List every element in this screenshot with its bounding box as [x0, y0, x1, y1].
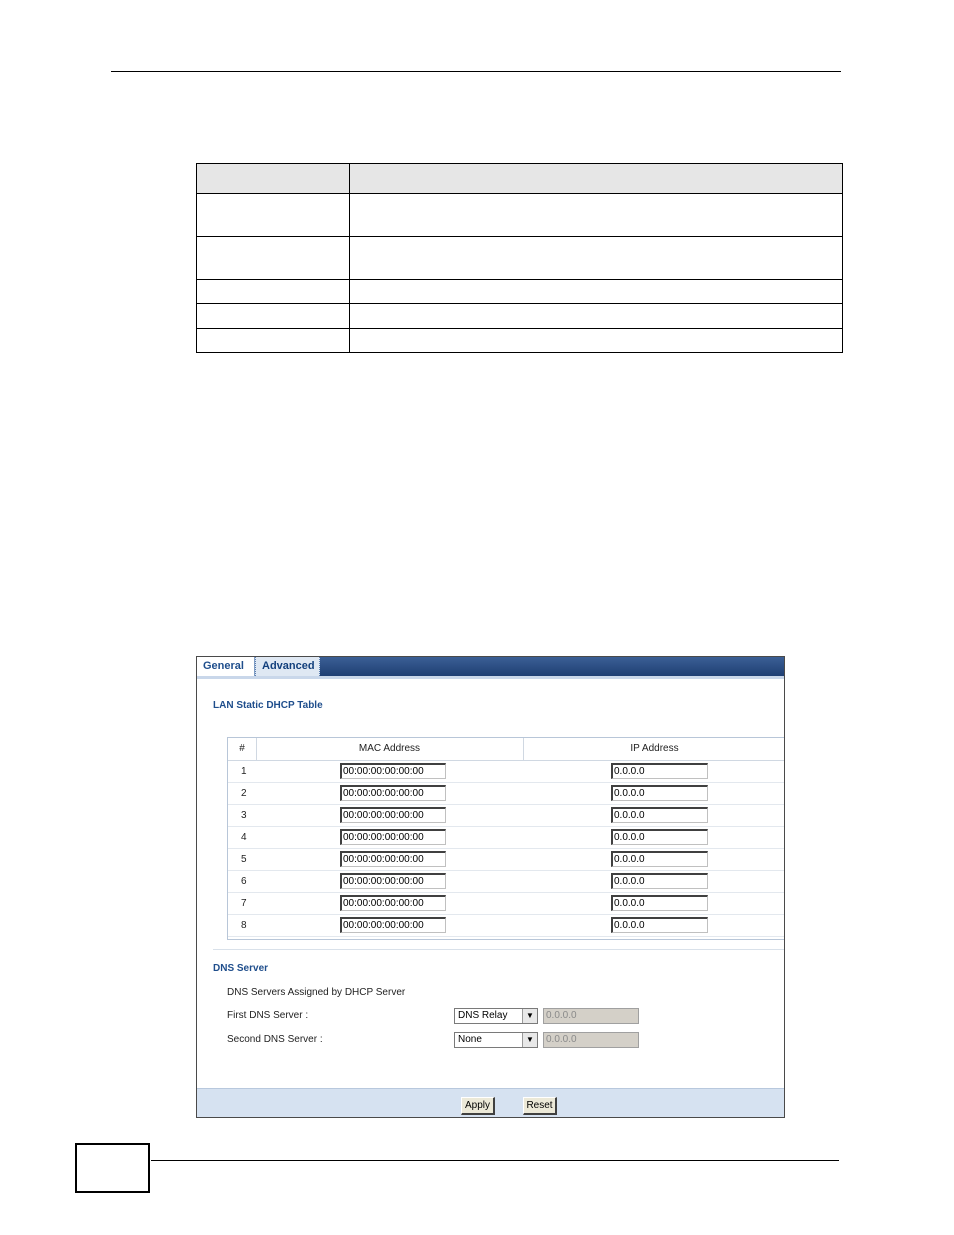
table-row [228, 805, 785, 827]
second-dns-select-value: None [458, 1034, 482, 1045]
second-dns-ip-input[interactable]: 0.0.0.0 [543, 1032, 639, 1048]
document-table [196, 163, 843, 353]
row-number: 5 [241, 854, 247, 865]
mac-address-input[interactable]: 00:00:00:00:00:00 [340, 873, 446, 889]
mac-address-input[interactable]: 00:00:00:00:00:00 [340, 917, 446, 933]
row-number: 2 [241, 788, 247, 799]
document-table-row [197, 328, 843, 352]
ip-address-input[interactable]: 0.0.0.0 [611, 785, 708, 801]
button-bar [197, 1088, 784, 1118]
table-row [228, 915, 785, 937]
chevron-down-icon: ▼ [522, 1009, 537, 1023]
tab-bar [197, 657, 784, 676]
column-mac-address: MAC Address [256, 738, 524, 760]
ip-address-input[interactable]: 0.0.0.0 [611, 895, 708, 911]
row-number: 3 [241, 810, 247, 821]
table-row [228, 761, 785, 783]
document-table-header [197, 164, 843, 194]
document-table-row [197, 304, 843, 328]
lan-dhcp-advanced-panel [196, 656, 785, 1118]
table-row [228, 827, 785, 849]
apply-button[interactable]: Apply [461, 1097, 495, 1115]
section-divider [213, 949, 784, 950]
ip-address-input[interactable]: 0.0.0.0 [611, 807, 708, 823]
row-number: 6 [241, 876, 247, 887]
mac-address-input[interactable]: 00:00:00:00:00:00 [340, 807, 446, 823]
mac-address-input[interactable]: 00:00:00:00:00:00 [340, 895, 446, 911]
dns-server-title: DNS Server [213, 963, 269, 974]
mac-address-input[interactable]: 00:00:00:00:00:00 [340, 785, 446, 801]
document-table-row [197, 194, 843, 237]
chevron-down-icon: ▼ [522, 1033, 537, 1047]
first-dns-ip-input[interactable]: 0.0.0.0 [543, 1008, 639, 1024]
table-row [228, 783, 785, 805]
dns-assigned-label: DNS Servers Assigned by DHCP Server [227, 987, 406, 998]
ip-address-input[interactable]: 0.0.0.0 [611, 829, 708, 845]
footer-rule [151, 1160, 839, 1161]
table-row [228, 849, 785, 871]
page-number-box [75, 1143, 150, 1193]
second-dns-select[interactable] [454, 1032, 538, 1048]
ip-address-input[interactable]: 0.0.0.0 [611, 851, 708, 867]
ip-address-input[interactable]: 0.0.0.0 [611, 763, 708, 779]
ip-address-input[interactable]: 0.0.0.0 [611, 873, 708, 889]
lan-static-dhcp-title: LAN Static DHCP Table [213, 700, 323, 711]
first-dns-label: First DNS Server : [227, 1010, 309, 1021]
table-row [228, 893, 785, 915]
row-number: 8 [241, 920, 247, 931]
document-table-row [197, 279, 843, 303]
mac-address-input[interactable]: 00:00:00:00:00:00 [340, 763, 446, 779]
tab-advanced[interactable]: Advanced [255, 657, 320, 676]
document-table-row [197, 237, 843, 280]
first-dns-select-value: DNS Relay [458, 1010, 508, 1021]
column-ip-address: IP Address [630, 743, 679, 754]
header-rule [111, 71, 841, 72]
second-dns-label: Second DNS Server : [227, 1034, 323, 1045]
mac-address-input[interactable]: 00:00:00:00:00:00 [340, 851, 446, 867]
tab-general[interactable]: General [197, 657, 255, 676]
column-number: # [228, 738, 257, 760]
ip-address-input[interactable]: 0.0.0.0 [611, 917, 708, 933]
mac-address-input[interactable]: 00:00:00:00:00:00 [340, 829, 446, 845]
table-row [228, 871, 785, 893]
row-number: 4 [241, 832, 247, 843]
row-number: 1 [241, 766, 247, 777]
grid-header [228, 738, 785, 761]
row-number: 7 [241, 898, 247, 909]
first-dns-select[interactable] [454, 1008, 538, 1024]
static-dhcp-grid [227, 737, 785, 940]
reset-button[interactable]: Reset [523, 1097, 557, 1115]
tab-underline [197, 676, 784, 679]
